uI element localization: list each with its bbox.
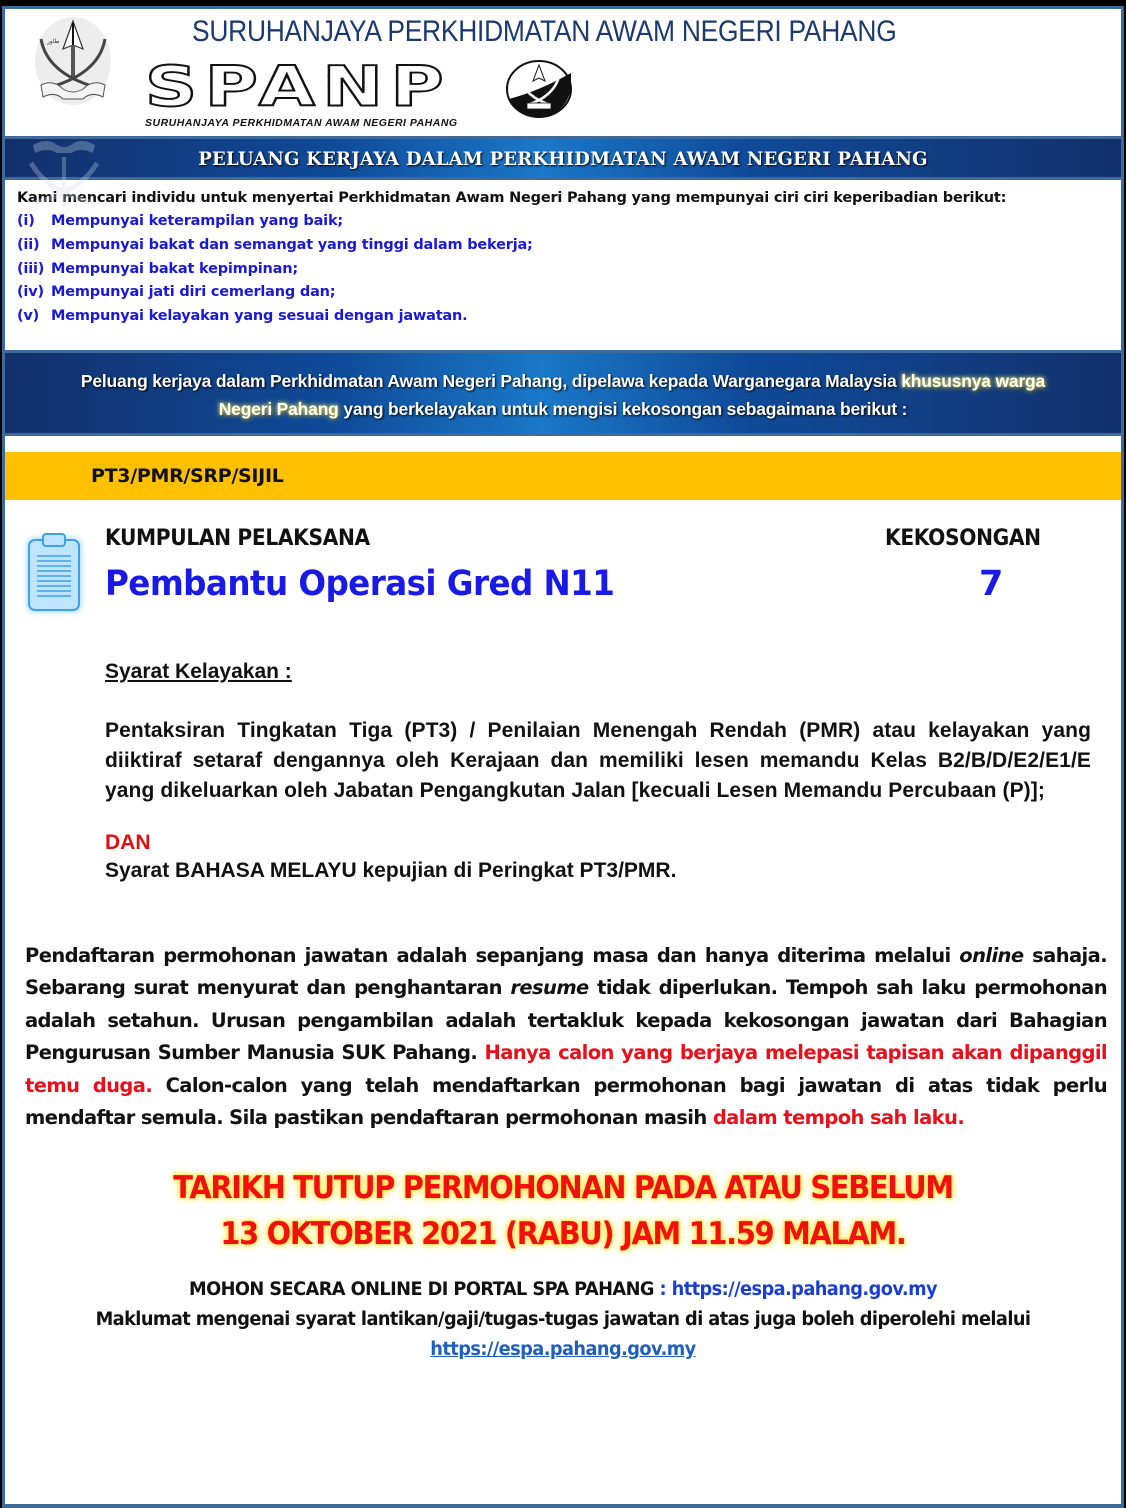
job-title: Pembantu Operasi Gred N11 xyxy=(105,563,615,604)
apply-online-text: MOHON SECARA ONLINE DI PORTAL SPA PAHANG xyxy=(188,1278,654,1300)
notes-text: Calon-calon yang telah mendaftarkan permohonan bagi jawatan di atas tidak perlu mendaftar semula. Sila pastikan pendaftaran permohonan masih xyxy=(25,1073,1107,1130)
separator: : xyxy=(653,1278,672,1300)
spanp-emblem-icon xyxy=(505,59,573,119)
trait-item xyxy=(17,234,1121,258)
application-notes xyxy=(5,940,1121,1135)
title-banner xyxy=(5,136,1121,180)
requirements-conjunction: DAN xyxy=(105,830,151,854)
trait-number: (i) xyxy=(17,213,35,229)
trait-text: Mempunyai bakat dan semangat yang tinggi dalam bekerja; xyxy=(51,236,533,253)
trait-number: (v) xyxy=(17,308,40,325)
vacancy-label: KEKOSONGAN xyxy=(885,525,1041,551)
trait-text: Mempunyai jati diri cemerlang dan; xyxy=(51,284,336,301)
job-section xyxy=(5,500,1121,640)
invitation-part: yang berkelayakan untuk mengisi kekosongan sebagaimana berikut : xyxy=(338,398,908,419)
invitation-text xyxy=(5,367,1121,423)
job-advertisement xyxy=(2,6,1124,1508)
org-title: SURUHANJAYA PERKHIDMATAN AWAM NEGERI PAHANG xyxy=(192,15,897,48)
trait-number: (ii) xyxy=(17,236,40,253)
banner-title: PELUANG KERJAYA DALAM PERKHIDMATAN AWAM NEGERI PAHANG xyxy=(198,148,928,170)
apply-online-line xyxy=(27,1275,1098,1305)
closing-date-line: 13 OKTOBER 2021 (RABU) JAM 11.59 MALAM. xyxy=(220,1215,906,1252)
trait-number: (iii) xyxy=(17,260,45,277)
trait-item xyxy=(17,258,1121,282)
service-group-label: KUMPULAN PELAKSANA xyxy=(105,525,370,551)
requirements-section xyxy=(5,658,1121,886)
closing-date xyxy=(44,1165,1082,1257)
info-link-line xyxy=(27,1335,1098,1365)
notes-text: sahaja. Sebarang surat menyurat dan penghantaran xyxy=(25,943,1108,1000)
intro-section xyxy=(5,180,1121,329)
portal-link[interactable]: https://espa.pahang.gov.my xyxy=(671,1278,938,1300)
notes-italic: resume xyxy=(510,976,589,1000)
notes-warning: Hanya calon yang berjaya melepasi tapisan akan dipanggil temu duga. xyxy=(25,1041,1107,1097)
notes-text: Pendaftaran permohonan jawatan adalah sepanjang masa dan hanya diterima melalui xyxy=(25,943,960,967)
notes-italic: online xyxy=(959,943,1024,967)
requirements-heading: Syarat Kelayakan : xyxy=(105,659,292,683)
traits-list xyxy=(17,210,1121,329)
svg-text:ﻃﺎﻭﺭ: ﻃﺎﻭﺭ xyxy=(47,38,60,45)
intro-lead: Kami mencari individu untuk menyertai Perkhidmatan Awam Negeri Pahang yang mempunyai ciri ciri keperibadian berikut: xyxy=(17,190,1007,206)
clipboard-icon xyxy=(21,528,87,618)
trait-number: (iv) xyxy=(17,284,44,301)
vacancy-count: 7 xyxy=(979,563,1004,604)
trait-text: Mempunyai bakat kepimpinan; xyxy=(51,260,298,277)
header xyxy=(5,9,1121,136)
trait-text: Mempunyai kelayakan yang sesuai dengan jawatan. xyxy=(51,308,468,325)
invitation-highlight: khususnya warga xyxy=(901,370,1046,391)
notes-warning: dalam tempoh sah laku. xyxy=(712,1106,965,1130)
trait-item xyxy=(17,305,1121,329)
requirements-language: Syarat BAHASA MELAYU kepujian di Peringkat PT3/PMR. xyxy=(105,858,677,882)
logo-subtitle: SURUHANJAYA PERKHIDMATAN AWAM NEGERI PAHANG xyxy=(145,117,458,129)
invitation-part: Peluang kerjaya dalam Perkhidmatan Awam Negeri Pahang, dipelawa kepada Warganegara Malaysia xyxy=(80,370,902,391)
invitation-highlight: Negeri Pahang xyxy=(218,398,339,419)
trait-item xyxy=(17,210,1121,234)
closing-date-line: TARIKH TUTUP PERMOHONAN PADA ATAU SEBELUM xyxy=(173,1169,953,1206)
trait-item xyxy=(17,281,1121,305)
spanp-logo: SPANP xyxy=(145,54,452,119)
footer xyxy=(5,1275,1121,1365)
info-portal-link[interactable]: https://espa.pahang.gov.my xyxy=(430,1338,696,1360)
trait-text: Mempunyai keterampilan yang baik; xyxy=(51,213,343,229)
invitation-banner xyxy=(5,350,1121,436)
qualification-category-bar: PT3/PMR/SRP/SIJIL xyxy=(5,452,1121,500)
info-text: Maklumat mengenai syarat lantikan/gaji/tugas-tugas jawatan di atas juga boleh diperolehi melalui xyxy=(95,1308,1031,1330)
notes-text: tidak diperlukan. Tempoh sah laku permohonan adalah setahun. Urusan pengambilan adalah tertakluk kepada kekosongan jawatan dari Bahagian Pengurusan Sumber Manusia SUK Pahang. xyxy=(25,976,1107,1065)
pahang-crest-icon xyxy=(33,15,113,107)
requirements-body: Pentaksiran Tingkatan Tiga (PT3) / Penilaian Menengah Rendah (PMR) atau kelayakan yang diiktiraf setaraf dengannya oleh Kerajaan dan memiliki lesen memandu Kelas B2/B/D/E2/E1/E yang dikeluarkan oleh Jabatan Pengangkutan Jalan [kecuali Lesen Memandu Percubaan (P)]; xyxy=(105,718,1091,802)
